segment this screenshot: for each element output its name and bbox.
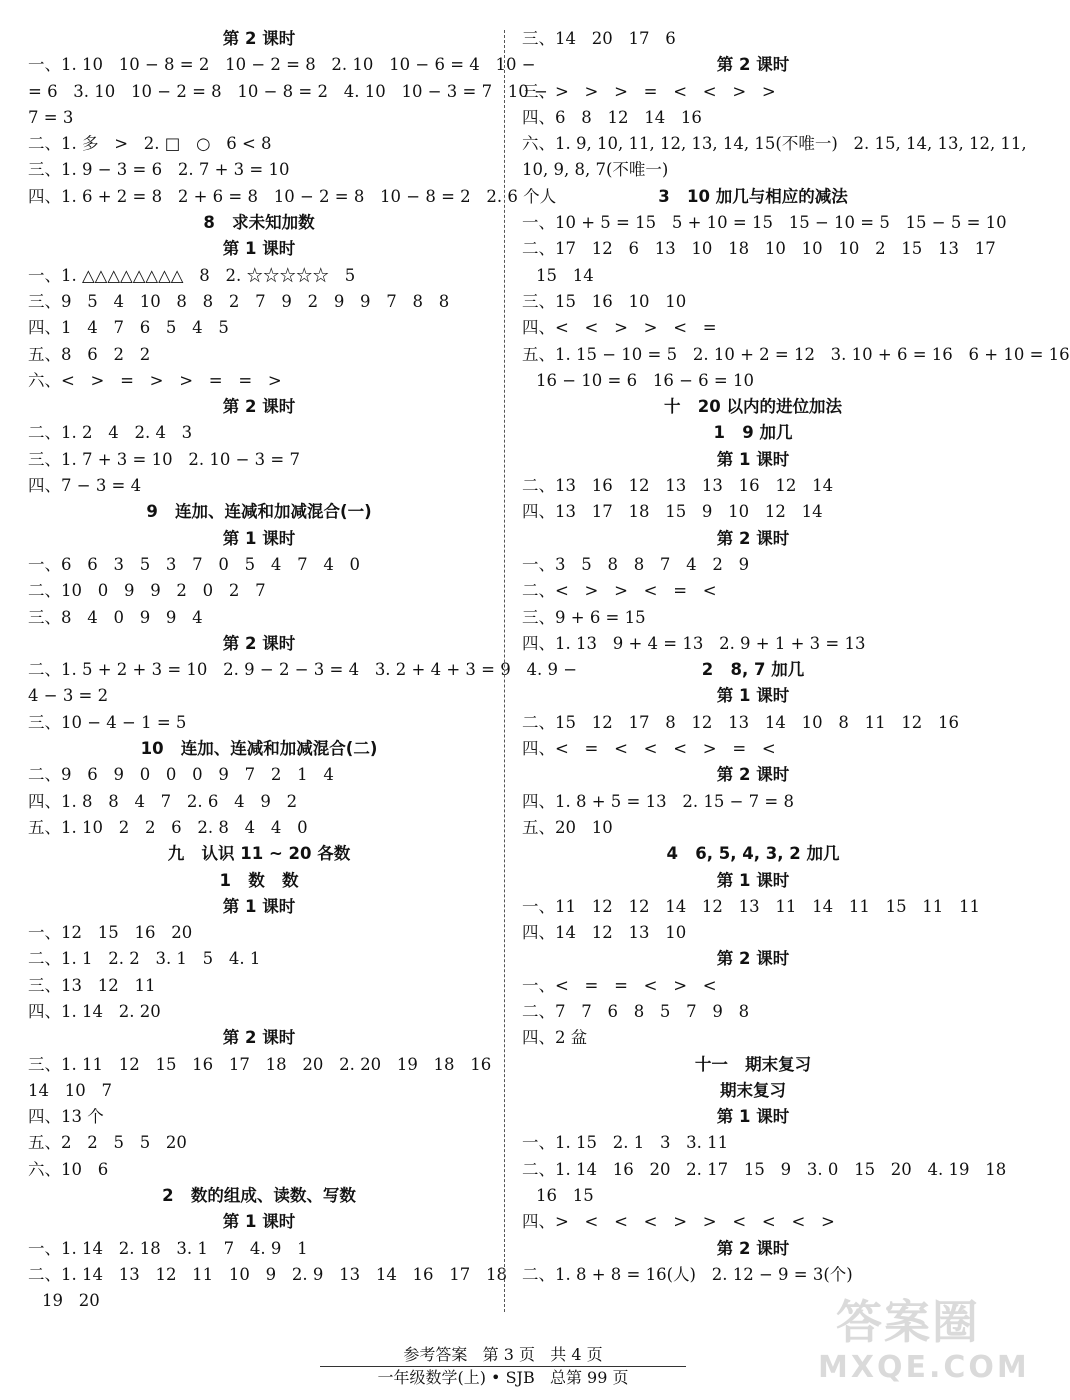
answer-line: 五、1. 10 2 2 6 2. 8 4 4 0 [28,817,308,837]
section-heading: 8 求未知加数 [203,213,315,233]
answer-line: 四、< = < < < > = < [522,739,776,759]
answer-line: 四、1. 8 + 5 = 13 2. 15 − 7 = 8 [522,791,794,811]
answer-line: 三、1. 9 − 3 = 6 2. 7 + 3 = 10 [28,160,290,180]
answer-line: 二、1. 14 16 20 2. 17 15 9 3. 0 15 20 4. 19 18 [522,1159,1007,1179]
answer-line: 四、14 12 13 10 [522,923,687,943]
answer-line: 四、> < < < > > < < < > [522,1212,835,1232]
answer-line: 三、8 4 0 9 9 4 [28,607,203,627]
answer-line: 一、10 + 5 = 15 5 + 10 = 15 15 − 10 = 5 15 − 5 = 10 [522,213,1007,233]
answer-line: 三、> > > = < < > > [522,81,776,101]
answer-line: 二、10 0 9 9 2 0 2 7 [28,581,266,601]
section-heading: 第 1 课时 [222,896,296,916]
answer-line: 二、1. 多 > 2. □ ○ 6 < 8 [28,134,272,154]
section-heading: 第 1 课时 [716,1107,790,1127]
section-heading: 2 8, 7 加几 [701,660,805,680]
answer-line: 10, 9, 8, 7(不唯一) [522,160,669,180]
answer-line: 二、15 12 17 8 12 13 14 10 8 11 12 16 [522,712,960,732]
answer-line: 五、2 2 5 5 20 [28,1133,187,1153]
watermark-en: MXQE.COM [818,1350,1030,1385]
answer-line: 二、17 12 6 13 10 18 10 10 10 2 15 13 17 [522,239,996,259]
answer-line: 四、1. 14 2. 20 [28,1001,161,1021]
answer-line: 六、< > = > > = = > [28,370,282,390]
answer-line: 四、1. 13 9 + 4 = 13 2. 9 + 1 + 3 = 13 [522,633,866,653]
answer-line: 一、6 6 3 5 3 7 0 5 4 7 4 0 [28,554,361,574]
answer-line: 一、3 5 8 8 7 4 2 9 [522,554,750,574]
section-heading: 第 2 课时 [222,1028,296,1048]
section-heading: 4 6, 5, 4, 3, 2 加几 [666,844,840,864]
answer-line: 三、9 5 4 10 8 8 2 7 9 2 9 9 7 8 8 [28,291,450,311]
footer-book-info: 一年级数学(上) • SJB 总第 99 页 [377,1368,629,1387]
answer-line: 一、11 12 12 14 12 13 11 14 11 15 11 11 [522,896,981,916]
section-heading: 2 数的组成、读数、写数 [162,1186,356,1206]
answer-line: 六、10 6 [28,1159,109,1179]
section-heading: 期末复习 [720,1080,786,1100]
answer-line: 15 14 [536,265,594,285]
answer-line: 一、1. 14 2. 18 3. 1 7 4. 9 1 [28,1238,308,1258]
answer-line: 二、1. 1 2. 2 3. 1 5 4. 1 [28,949,261,969]
answer-line: 六、1. 9, 10, 11, 12, 13, 14, 15(不唯一) 2. 15, 14, 13, 12, 11, [522,134,1027,154]
answer-line: 五、20 10 [522,817,613,837]
answer-line: 一、12 15 16 20 [28,923,193,943]
answer-line: 三、10 − 4 − 1 = 5 [28,712,187,732]
answer-line: 四、13 个 [28,1107,104,1127]
answer-line: 四、7 − 3 = 4 [28,476,142,496]
answer-line: = 6 3. 10 10 − 2 = 8 10 − 8 = 2 4. 10 10 − 3 = 7 10 − [28,81,548,101]
section-heading: 第 1 课时 [716,686,790,706]
section-heading: 第 2 课时 [716,1238,790,1258]
section-heading: 第 2 课时 [222,29,296,48]
answer-line: 三、9 + 6 = 15 [522,607,646,627]
answer-line: 三、15 16 10 10 [522,291,687,311]
watermark-cn: 答案圈 [836,1295,980,1349]
answer-line: 一、1. △△△△△△△△ 8 2. ☆☆☆☆☆ 5 [28,265,356,285]
section-heading: 第 2 课时 [716,528,790,548]
answer-line: 四、1 4 7 6 5 4 5 [28,318,229,338]
answer-line: 一、< = = < > < [522,975,717,995]
section-heading: 第 2 课时 [222,633,296,653]
section-heading: 第 2 课时 [716,949,790,969]
column-divider [504,30,505,1312]
watermark-logo [818,1295,1030,1400]
answer-line: 四、2 盆 [522,1028,588,1048]
answer-line: 四、6 8 12 14 16 [522,107,702,127]
answer-line: 三、13 12 11 [28,975,156,995]
section-heading: 第 1 课时 [222,528,296,548]
answer-line: 五、8 6 2 2 [28,344,151,364]
answer-line: 二、9 6 9 0 0 0 9 7 2 1 4 [28,765,334,785]
section-heading: 1 数 数 [219,870,299,890]
right-answer-column [522,26,1070,1288]
answer-line: 四、< < > > < = [522,318,717,338]
answer-line: 五、1. 15 − 10 = 5 2. 10 + 2 = 12 3. 10 + 6 = 16 6 + 10 = 16 [522,344,1070,364]
answer-line: 一、1. 10 10 − 8 = 2 10 − 2 = 8 2. 10 10 − 6 = 4 10 − [28,55,536,75]
section-heading: 第 1 课时 [222,1212,296,1232]
answer-line: 14 10 7 [28,1080,112,1100]
answer-line: 三、1. 7 + 3 = 10 2. 10 − 3 = 7 [28,449,300,469]
answer-line: 二、1. 5 + 2 + 3 = 10 2. 9 − 2 − 3 = 4 3. 2 + 4 + 3 = 9 4. 9 − [28,660,578,680]
section-heading: 第 1 课时 [716,449,790,469]
section-heading: 第 1 课时 [716,870,790,890]
footer-page-info: 参考答案 第 3 页 共 4 页 [403,1345,603,1364]
answer-line: 四、1. 8 8 4 7 2. 6 4 9 2 [28,791,298,811]
answer-line: 19 20 [42,1291,100,1311]
section-heading: 第 1 课时 [222,239,296,259]
page-footer [320,1344,686,1389]
section-heading: 第 2 课时 [716,55,790,75]
answer-line: 三、14 20 17 6 [522,29,676,48]
answer-line: 7 = 3 [28,107,74,127]
answer-line: 二、1. 2 4 2. 4 3 [28,423,193,443]
answer-line: 四、13 17 18 15 9 10 12 14 [522,502,823,522]
answer-line: 一、1. 15 2. 1 3 3. 11 [522,1133,729,1153]
answer-line: 二、7 7 6 8 5 7 9 8 [522,1001,750,1021]
answer-line: 16 15 [536,1186,594,1206]
section-heading: 第 2 课时 [222,397,296,417]
answer-line: 二、< > > < = < [522,581,717,601]
section-heading: 1 9 加几 [713,423,793,443]
answer-line: 四、1. 6 + 2 = 8 2 + 6 = 8 10 − 2 = 8 10 − 8 = 2 2. 6 个人 [28,186,557,206]
section-heading: 九 认识 11 ~ 20 各数 [167,844,351,864]
section-heading: 十一 期末复习 [694,1054,812,1074]
section-heading: 10 连加、连减和加减混合(二) [140,739,378,759]
section-heading: 第 2 课时 [716,765,790,785]
section-heading: 9 连加、连减和加减混合(一) [146,502,372,522]
answer-line: 4 − 3 = 2 [28,686,109,706]
answer-line: 二、1. 8 + 8 = 16(人) 2. 12 − 9 = 3(个) [522,1264,853,1284]
answer-line: 三、1. 11 12 15 16 17 18 20 2. 20 19 18 16 [28,1054,492,1074]
section-heading: 3 10 加几与相应的减法 [658,186,848,206]
answer-line: 二、1. 14 13 12 11 10 9 2. 9 13 14 16 17 18 [28,1264,508,1284]
section-heading: 十 20 以内的进位加法 [664,397,842,417]
answer-line: 二、13 16 12 13 13 16 12 14 [522,476,834,496]
answer-line: 16 − 10 = 6 16 − 6 = 10 [536,370,754,390]
